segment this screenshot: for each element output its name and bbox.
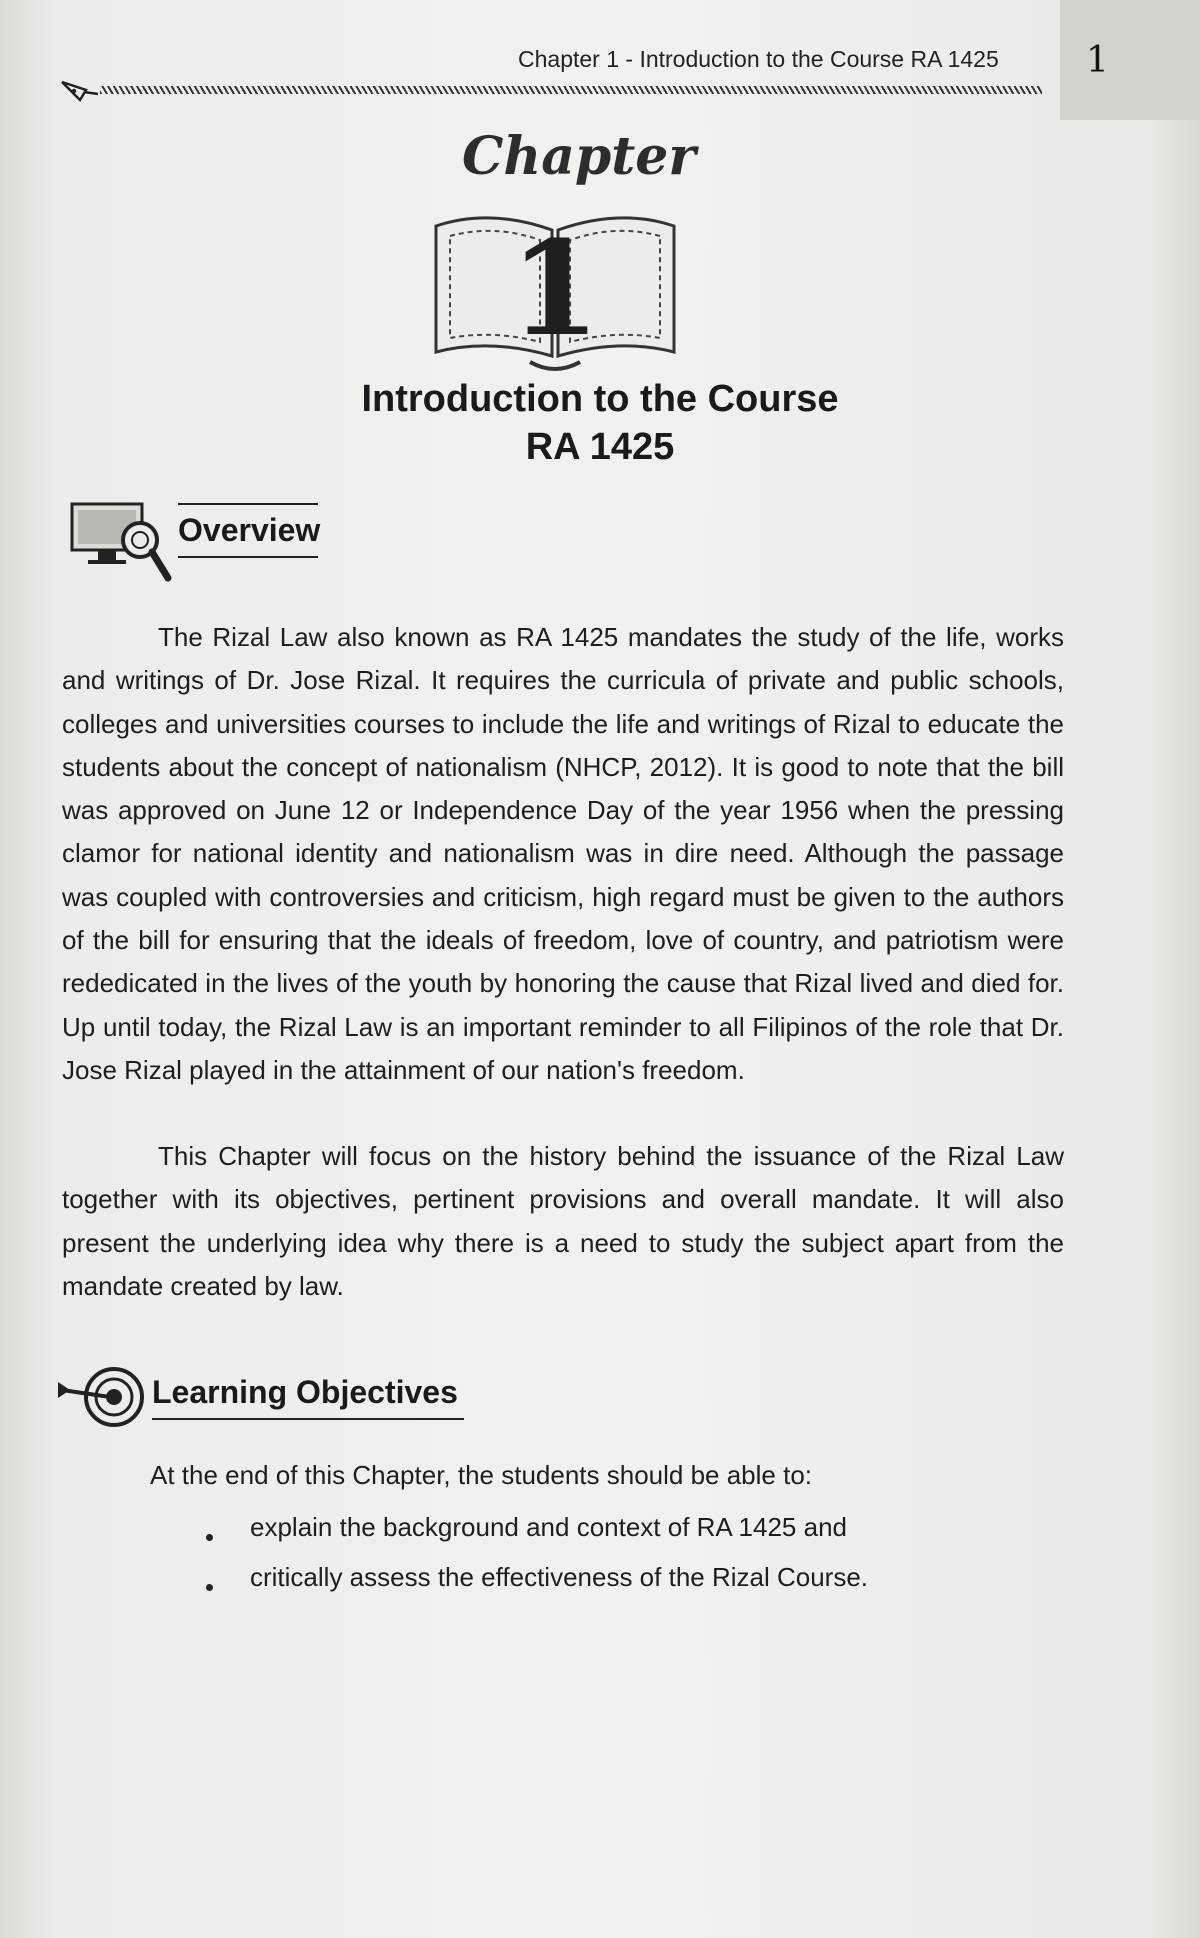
chapter-title-line2: RA 1425: [525, 426, 675, 468]
bullet-icon: [206, 1534, 213, 1541]
chapter-title-line1: Introduction to the Course: [361, 378, 839, 420]
overview-underline: [178, 556, 318, 558]
page-number: 1: [1086, 40, 1109, 81]
pen-nib-icon: [60, 78, 100, 104]
target-arrow-icon: [56, 1362, 146, 1432]
learning-objectives-underline: [152, 1418, 464, 1420]
bullet-icon: [206, 1584, 213, 1591]
overview-top-rule: [178, 503, 318, 505]
page-edge-tab: [1060, 0, 1200, 120]
chapter-number: 1: [509, 212, 601, 365]
header-rule: [100, 86, 1042, 94]
objectives-intro: At the end of this Chapter, the students should be able to:: [150, 1460, 813, 1490]
overview-paragraph-2: This Chapter will focus on the history behind the issuance of the Rizal Law together with its objectives, pertinent provisions and overall mandate. It will also present the underlying idea why there is a need to study the subject apart from the mandate created by law.: [62, 1141, 1064, 1301]
monitor-magnifier-icon: [68, 500, 172, 584]
learning-objectives-heading: Learning Objectives: [152, 1374, 458, 1410]
objective-item: explain the background and context of RA 1425 and: [250, 1512, 847, 1542]
overview-heading: Overview: [178, 512, 321, 548]
running-header: Chapter 1 - Introduction to the Course RA 1425: [518, 46, 999, 72]
chapter-label: Chapter: [462, 126, 696, 187]
book-number-badge: [430, 196, 680, 376]
overview-paragraph-1: The Rizal Law also known as RA 1425 mandates the study of the life, works and writings of Dr. Jose Rizal. It requires the curricula of private and public schools, colleges and universities courses to include the life and writings of Rizal to educate the students about the concept of nationalism (NHCP, 2012). It is good to note that the bill was approved on June 12 or Independence Day of the year 1956 when the pressing clamor for national identity and nationalism was in dire need. Although the passage was coupled with controversies and criticism, high regard must be given to the authors of the bill for ensuring that the ideals of freedom, love of country, and patriotism were rededicated in the lives of the youth by honoring the cause that Rizal lived and died for. Up until today, the Rizal Law is an important reminder to all Filipinos of the role that Dr. Jose Rizal played in the attainment of our nation's freedom.: [62, 622, 1064, 1085]
objective-item: critically assess the effectiveness of the Rizal Course.: [250, 1562, 869, 1592]
